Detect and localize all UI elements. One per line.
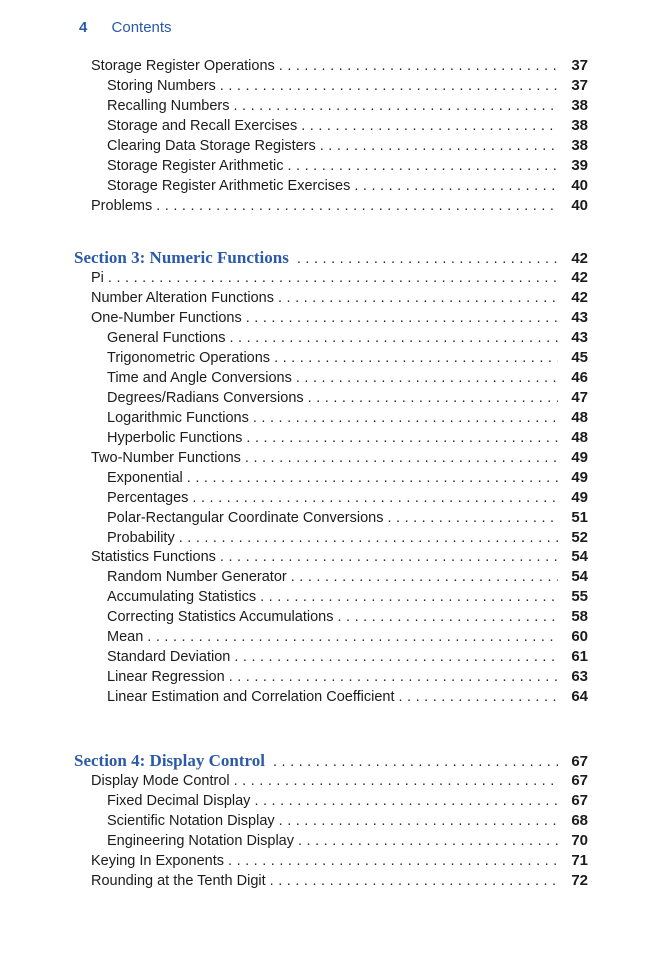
toc-entry-page: 37 [571, 57, 588, 74]
toc-entry-page: 54 [571, 568, 588, 585]
dot-leader [273, 754, 558, 770]
toc-entry-page: 45 [571, 349, 588, 366]
toc-entry [107, 349, 588, 369]
toc-entry-page: 40 [571, 197, 588, 214]
toc-entry [107, 688, 588, 708]
toc-entry [107, 177, 588, 197]
toc-entry [91, 449, 588, 469]
dot-leader [308, 390, 558, 406]
toc-section-heading [74, 248, 588, 268]
toc-entry [107, 489, 588, 509]
toc-entry-title: Clearing Data Storage Registers [107, 138, 316, 154]
toc-entry-page: 47 [571, 389, 588, 406]
toc-entry-page: 38 [571, 117, 588, 134]
dot-leader [179, 530, 558, 546]
toc-entry-page: 48 [571, 409, 588, 426]
toc-entry-title: Keying In Exponents [91, 853, 225, 869]
toc-entry [107, 469, 588, 489]
toc-entry [91, 269, 588, 289]
toc-entry-page: 67 [571, 792, 588, 809]
dot-leader [398, 689, 558, 705]
dot-leader [108, 270, 558, 286]
dot-leader [234, 649, 558, 665]
toc-entry-page: 42 [571, 289, 588, 306]
toc-section-heading [74, 751, 588, 771]
toc-entry-title: Random Number Generator [107, 569, 287, 585]
toc-entry [107, 568, 588, 588]
dot-leader [220, 78, 558, 94]
toc-entry-title: Correcting Statistics Accumulations [107, 609, 334, 625]
toc-entry-title: Percentages [107, 490, 189, 506]
toc-entry-title: Display Mode Control [91, 773, 230, 789]
toc-entry-page: 70 [571, 832, 588, 849]
dot-leader [274, 350, 558, 366]
dot-leader [298, 833, 558, 849]
dot-leader [279, 58, 558, 74]
toc-entry-title: Storing Numbers [107, 78, 216, 94]
toc-entry [91, 872, 588, 892]
dot-leader [253, 410, 558, 426]
toc-entry-title: Hyperbolic Functions [107, 430, 243, 446]
toc-entry [107, 812, 588, 832]
dot-leader [228, 853, 558, 869]
page-header [79, 19, 172, 36]
toc-entry-title: Probability [107, 530, 175, 546]
toc-entry-page: 58 [571, 608, 588, 625]
toc-entry [107, 157, 588, 177]
section-title: Section 4: Display Control [74, 751, 265, 770]
dot-leader [288, 158, 559, 174]
dot-leader [229, 669, 558, 685]
toc-entry-page: 49 [571, 469, 588, 486]
toc-entry-page: 43 [571, 309, 588, 326]
dot-leader [192, 490, 558, 506]
toc-entry-page: 43 [571, 329, 588, 346]
page-number: 4 [79, 19, 88, 36]
toc-entry [107, 77, 588, 97]
toc-entry-title: Time and Angle Conversions [107, 370, 292, 386]
toc-entry-title: Rounding at the Tenth Digit [91, 873, 266, 889]
toc-entry-page: 48 [571, 429, 588, 446]
toc-entry [107, 409, 588, 429]
dot-leader [291, 569, 558, 585]
dot-leader [254, 793, 558, 809]
dot-leader [260, 589, 558, 605]
dot-leader [245, 450, 558, 466]
toc-entry [91, 548, 588, 568]
toc-entry-title: Standard Deviation [107, 649, 231, 665]
dot-leader [320, 138, 558, 154]
toc-entry-page: 42 [571, 269, 588, 286]
toc-entry [91, 772, 588, 792]
toc-entry-title: Scientific Notation Display [107, 813, 275, 829]
toc-entry-title: Mean [107, 629, 144, 645]
toc-entry-title: Statistics Functions [91, 549, 216, 565]
toc-entry-title: Problems [91, 198, 153, 214]
toc-entry-title: Fixed Decimal Display [107, 793, 251, 809]
toc-entry-page: 68 [571, 812, 588, 829]
dot-leader [187, 470, 558, 486]
dot-leader [234, 98, 559, 114]
toc-entry-title: Pi [91, 270, 104, 286]
toc-entry [107, 792, 588, 812]
toc-entry-title: Trigonometric Operations [107, 350, 271, 366]
toc-entry [107, 832, 588, 852]
toc-entry [91, 309, 588, 329]
dot-leader [246, 430, 558, 446]
toc-entry [107, 509, 588, 529]
toc-entry-page: 54 [571, 548, 588, 565]
dot-leader [387, 510, 558, 526]
toc-entry [107, 389, 588, 409]
toc-entry [107, 608, 588, 628]
dot-leader [301, 118, 558, 134]
toc-entry-page: 38 [571, 137, 588, 154]
toc-entry-page: 72 [571, 872, 588, 889]
toc-entry-page: 37 [571, 77, 588, 94]
toc-entry [91, 57, 588, 77]
toc-entry-title: Storage Register Arithmetic Exercises [107, 178, 351, 194]
toc-entry-page: 63 [571, 668, 588, 685]
section-title: Section 3: Numeric Functions [74, 248, 289, 267]
toc-entry-title: Storage Register Operations [91, 58, 275, 74]
toc-entry-page: 60 [571, 628, 588, 645]
toc-entry [107, 117, 588, 137]
dot-leader [278, 290, 558, 306]
toc-entry-title: Recalling Numbers [107, 98, 230, 114]
toc-entry [107, 137, 588, 157]
toc-entry-page: 39 [571, 157, 588, 174]
toc-entry-title: Linear Estimation and Correlation Coefficient [107, 689, 395, 705]
toc-entry-page: 40 [571, 177, 588, 194]
toc-entry-title: Polar-Rectangular Coordinate Conversions [107, 510, 384, 526]
toc-entry-title: Linear Regression [107, 669, 225, 685]
toc-entry-title: Storage and Recall Exercises [107, 118, 298, 134]
toc-entry-page: 49 [571, 489, 588, 506]
page-title: Contents [111, 19, 172, 36]
toc-entry [107, 369, 588, 389]
toc-entry [107, 648, 588, 668]
toc-entry [107, 668, 588, 688]
toc-entry [107, 628, 588, 648]
toc-entry-title: Accumulating Statistics [107, 589, 257, 605]
toc-entry-page: 46 [571, 369, 588, 386]
toc-entry-page: 51 [571, 509, 588, 526]
toc-entry-page: 49 [571, 449, 588, 466]
toc-entry-page: 38 [571, 97, 588, 114]
dot-leader [156, 198, 558, 214]
toc-entry-page: 52 [571, 529, 588, 546]
dot-leader [147, 629, 558, 645]
toc-entry-page: 55 [571, 588, 588, 605]
dot-leader [246, 310, 558, 326]
toc-entry [107, 97, 588, 117]
dot-leader [229, 330, 558, 346]
toc-entry-title: Exponential [107, 470, 183, 486]
toc-entry [107, 588, 588, 608]
toc-entry [91, 197, 588, 217]
toc-entry-page: 64 [571, 688, 588, 705]
dot-leader [279, 813, 558, 829]
toc-entry [107, 529, 588, 549]
toc-entry-page: 67 [571, 753, 588, 770]
toc-entry-title: Logarithmic Functions [107, 410, 249, 426]
dot-leader [297, 251, 558, 267]
toc-entry-page: 71 [571, 852, 588, 869]
toc-entry-page: 67 [571, 772, 588, 789]
toc-entry-title: General Functions [107, 330, 226, 346]
toc-entry-title: Storage Register Arithmetic [107, 158, 284, 174]
toc-entry [107, 329, 588, 349]
dot-leader [337, 609, 558, 625]
dot-leader [354, 178, 558, 194]
dot-leader [296, 370, 558, 386]
toc-entry [91, 289, 588, 309]
toc-entry [107, 429, 588, 449]
dot-leader [270, 873, 558, 889]
toc-entry-title: Degrees/Radians Conversions [107, 390, 304, 406]
toc-entry-title: Number Alteration Functions [91, 290, 274, 306]
dot-leader [234, 773, 558, 789]
dot-leader [220, 549, 558, 565]
toc-entry-page: 61 [571, 648, 588, 665]
toc-entry-page: 42 [571, 250, 588, 267]
toc-entry-title: One-Number Functions [91, 310, 242, 326]
toc-entry-title: Two-Number Functions [91, 450, 241, 466]
toc-entry-title: Engineering Notation Display [107, 833, 294, 849]
toc-entry [91, 852, 588, 872]
